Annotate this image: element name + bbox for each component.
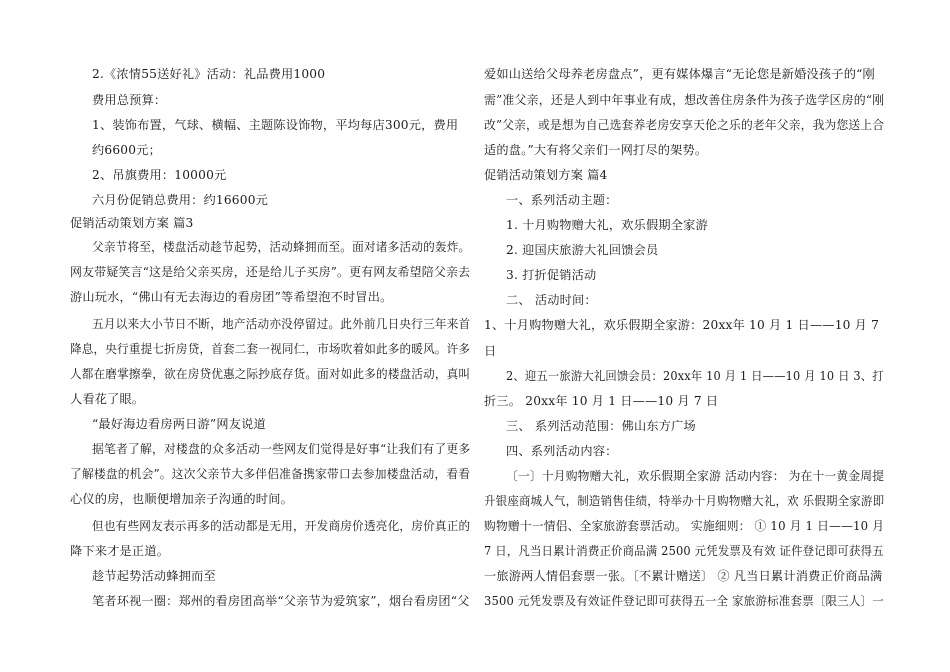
text-line: 1、十月购物赠大礼，欢乐假期全家游：20xx年 10 月 1 日——10 月 7: [484, 318, 880, 332]
text-line: 心仪的房，也顺便增加亲子沟通的时间。: [70, 492, 293, 506]
text-line: 了解楼盘的机会”。这次父亲节大多伴侣准备携家带口去参加楼盘活动，看看: [70, 467, 471, 481]
text-line: 一、系列活动主题：: [506, 193, 618, 207]
text-line: 一旅游两人情侣套票一张。〔不累计赠送〕 ② 凡当日累计消费正价商品满: [484, 569, 883, 583]
text-line: 升银座商城人气，制造销售佳绩，特举办十月购物赠大礼，欢 乐假期全家游即: [484, 494, 885, 508]
text-line: 降下来才是正道。: [70, 544, 170, 558]
list-item: 3. 打折促销活动: [506, 268, 597, 282]
text-line: 三、 系列活动范围：佛山东方广场: [506, 419, 696, 433]
text-line: 人都在磨掌擦拳，欲在房贷优惠之际抄底存货。面对如此多的楼盘活动，真叫: [70, 367, 471, 381]
text-line: 2、迎五一旅游大礼回馈会员：20xx年 10 月 1 日——10 月 10 日 3、打: [506, 369, 884, 383]
list-item: 2. 迎国庆旅游大礼回馈会员: [506, 243, 659, 257]
text-line: 适的盘。”大有将父亲们一网打尽的架势。: [484, 143, 708, 157]
text-line: 日: [484, 344, 497, 358]
subheading: 趁节起势活动蜂拥而至: [92, 569, 216, 583]
text-line: 购物赠十一情侣、全家旅游套票活动。 实施细则： ① 10 月 1 日——10 月: [484, 519, 885, 533]
text-line: 网友带疑笑言“这是给父亲买房，还是给儿子买房”。更有网友希望陪父亲去: [70, 265, 471, 279]
text-line: 爱如山送给父母养老房盘点”，更有媒体爆言“无论您是新婚没孩子的“刚: [484, 67, 875, 81]
section-heading: 促销活动策划方案 篇4: [484, 168, 608, 182]
text-line: 折三。 20xx年 10 月 1 日——10 月 7 日: [484, 394, 719, 408]
text-line: 2.《浓情55送好礼》活动：礼品费用1000: [92, 67, 326, 81]
text-line: 3500 元凭发票及有效证件登记即可获得五一全 家旅游标准套票〔限三人〕一: [484, 594, 884, 608]
text-line: 7 日，凡当日累计消费正价商品满 2500 元凭发票及有效 证件登记即可获得五: [484, 544, 884, 558]
text-line: 2、吊旗费用：10000元: [92, 168, 227, 182]
list-item: 1. 十月购物赠大礼，欢乐假期全家游: [506, 218, 708, 232]
text-line: 五月以来大小节日不断，地产活动亦没停留过。此外前几日央行三年来首: [92, 317, 471, 331]
text-line: 人看花了眼。: [70, 392, 145, 406]
text-line: 六月份促销总费用：约16600元: [92, 193, 269, 207]
text-line: 据笔者了解，对楼盘的众多活动一些网友们觉得是好事“让我们有了更多: [92, 442, 471, 456]
text-line: 〔一〕十月购物赠大礼，欢乐假期全家游 活动内容： 为在十一黄金周提: [506, 469, 885, 483]
text-line: 二、 活动时间：: [506, 293, 597, 307]
subheading: “最好海边看房两日游”网友说道: [92, 417, 266, 431]
text-line: 游山玩水，“佛山有无去海边的看房团”等希望泡不时冒出。: [70, 290, 393, 304]
text-line: 约6600元；: [92, 143, 161, 157]
text-line: 降息，央行重提七折房贷，首套二套一视同仁，市场吹着如此多的暖风。许多: [70, 342, 471, 356]
text-line: 费用总预算：: [92, 93, 167, 107]
section-heading: 促销活动策划方案 篇3: [70, 216, 194, 230]
text-line: 改”父亲，或是想为自己选套养老房安享天伦之乐的老年父亲，我为您送上合: [484, 118, 885, 132]
text-line: 需”准父亲，还是人到中年事业有成，想改善住房条件为孩子选学区房的“刚: [484, 93, 885, 107]
text-line: 父亲节将至，楼盘活动趁节起势，活动蜂拥而至。面对诸多活动的轰炸。: [92, 240, 471, 254]
text-line: 但也有些网友表示再多的活动都是无用，开发商房价透亮化，房价真正的: [92, 519, 471, 533]
text-line: 四、系列活动内容：: [506, 444, 618, 458]
text-line: 1、装饰布置，气球、横幅、主题陈设饰物，平均每店300元，费用: [92, 118, 459, 132]
text-line: 笔者环视一圈：郑州的看房团高举“父亲节为爱筑家”，烟台看房团“父: [92, 594, 470, 608]
